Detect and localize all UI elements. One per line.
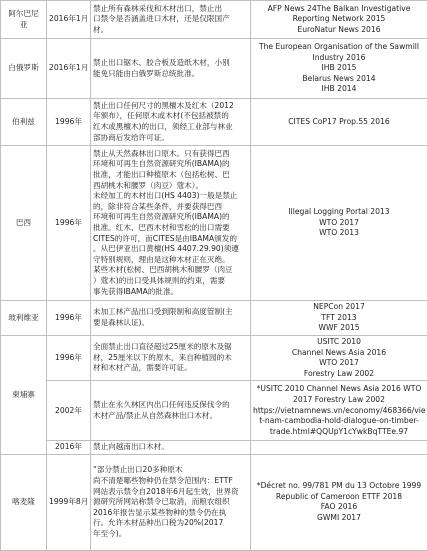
year-cell: 2016年 — [47, 441, 91, 455]
description-cell: 禁止出口锯木、胶合板及造纸木材，小别 能免只能由白俄罗斯总统批准。 — [91, 39, 251, 99]
source-cell: *USITC 2010 Channel News Asia 2016 WTO 2017 Forestry Law 2002 https://vietnamnews.vn/economy/468366/vie t-nam-cambodia-hold-dialogue-on-timber- trade.html#QQUpY1cYwkBqTTEe.97 — [251, 381, 427, 441]
source-cell: AFP News 24The Balkan Investigative Reporting Network 2015 EuroNatur News 2016 — [251, 1, 427, 39]
description-cell: 全面禁止出口直径超过25厘米的原木及锯 材，25厘米以下的原木，来自种植园的木 材和木材产品，需要许可证。 — [91, 336, 251, 381]
year-cell: 2002年 — [47, 381, 91, 441]
source-cell: USITC 2010 Channel News Asia 2016 WTO 2017 Forestry Law 2002 — [251, 336, 427, 381]
year-cell: 1996年 — [47, 336, 91, 381]
description-cell: 禁止在永久林区内出口任何违反保伐令的 木材产品/禁止从自然森林出口木材。 — [91, 381, 251, 441]
source-cell: NEPCon 2017 TFT 2013 WWF 2015 — [251, 301, 427, 336]
country-cell: 巴西 — [1, 146, 47, 301]
country-cell: 白俄罗斯 — [1, 39, 47, 99]
table-row-belize — [1, 99, 427, 146]
country-cell: 喀麦隆 — [1, 454, 47, 550]
source-cell: The European Organisation of the Sawmill Industry 2016 IHB 2015 Belarus News 2014 IHB 2014 — [251, 39, 427, 99]
source-cell — [251, 441, 427, 455]
table-row-albania — [1, 1, 427, 39]
country-cell: 伯利兹 — [1, 99, 47, 146]
table-row-brazil — [1, 146, 427, 301]
description-cell: 禁止从天然森林出口原木。只有获得巴西 环境和可再生自然资源研究所(IBAMA)的 批准，才能出口种植原木（包括松树、巴 西胡桃木和腰罗（肉豆）蔻木）。 未经加工的木材出口(HS 4403)一般是禁止 的，除非符合某些条件，并要获得巴西 环境和可再生自然资源研究所(IBAMA)的 批准。红木、巴西木材和雪松的出口需要 CITES的许可，而CITES是由IBAMA颁发的 。从巴伊亚出口黄檀(HS 4407.29.90)须遵 守特别规则，理由是这种木材正在灭绝。 某些木材(松树、巴西胡桃木和腰罗（肉豆 ）蔻木)的出口受具体规则的约束，需要 事先获得IBAMA的批准。 — [91, 146, 251, 301]
country-cell-cambodia: 柬埔寨 — [1, 336, 47, 455]
table-row-belarus — [1, 39, 427, 99]
table-row-cameroon — [1, 454, 427, 550]
description-cell: “部分禁止出口20多种原木 尚不清楚哪些物种仍在禁令范围内：ETTF 网站表示禁令自2018年6月起生效，世界资 源研究所网站称禁令已取消，而粮农组织 2016年报告显示某些物种的禁令仍在执 行。允许木材品种出口税为20%(2017 年至今)。 — [91, 454, 251, 550]
source-cell: Illegal Logging Portal 2013 WTO 2017 WTO 2013 — [251, 146, 427, 301]
description-cell: 禁止向越南出口木材。 — [91, 441, 251, 455]
year-cell: 2016年1月 — [47, 39, 91, 99]
year-cell: 1996年 — [47, 146, 91, 301]
description-cell: 禁止所有森林采伐和木材出口，禁止出 口禁令是否涵盖进口木材，还是仅限国产 材。 — [91, 1, 251, 39]
source-cell: *Décret no. 99/781 PM du 13 Octobre 1999 Republic of Cameroon ETTF 2018 FAO 2016 GWMI 2017 — [251, 454, 427, 550]
year-cell: 1996年 — [47, 99, 91, 146]
year-cell: 2016年1月 — [47, 1, 91, 39]
table-row-cambodia-2016 — [1, 441, 427, 455]
country-cell: 阿尔巴尼 亚 — [1, 1, 47, 39]
year-cell: 1999年8月 — [47, 454, 91, 550]
description-cell: 未加工林产品出口受到限制和高度管制(主 要是森林认证)。 — [91, 301, 251, 336]
source-cell: CITES CoP17 Prop.55 2016 — [251, 99, 427, 146]
year-cell: 1996年 — [47, 301, 91, 336]
country-cell: 玻利维亚 — [1, 301, 47, 336]
table-row-bolivia — [1, 301, 427, 336]
description-cell: 禁止出口任何尺寸的黑檀木及红木（2012 年颁布），任何原木或木材(不包括被禁的 红木或黑檀木)的出口，须经工业部与林业 部协商后发给许可证。 — [91, 99, 251, 146]
table-row-cambodia-2002 — [1, 381, 427, 441]
table-row-cambodia-1996 — [1, 336, 427, 381]
